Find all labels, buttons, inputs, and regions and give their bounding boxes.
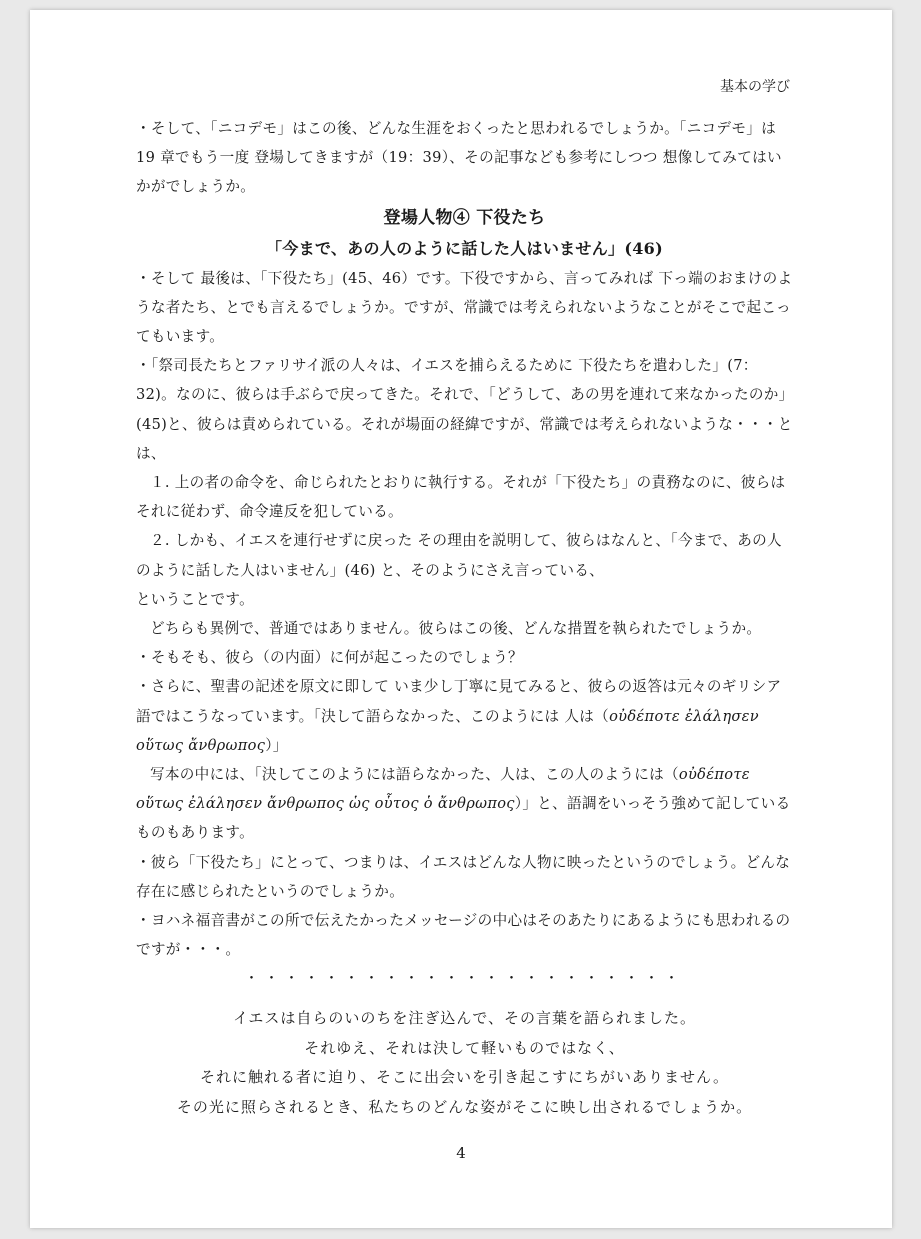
page-number: 4	[456, 1144, 466, 1162]
verse-line: その光に照らされるとき、私たちのどんな姿がそこに映し出されるでしょうか。	[176, 1097, 753, 1116]
paragraph-text: ）」と、語調をいっそう強めて記しているものもあります。	[136, 795, 791, 842]
greek-text: οὐδέποτε ἐλάλησεν οὕτως ἄνθρωπος	[136, 707, 759, 754]
verse-line: それに触れる者に迫り、そこに出会いを引き起こすにちがいありません。	[200, 1068, 729, 1086]
paragraph: ということです。	[136, 590, 254, 608]
paragraph-greek-quote	[136, 760, 793, 848]
paragraph-text: ）」	[265, 736, 288, 754]
paragraph-text: ・さらに、聖書の記述を原文に即して いま少し丁寧に見てみると、彼らの返答は元々のギリシア語ではこうなっています。「決して語らなかった、このようには 人は（	[136, 678, 782, 725]
paragraph-greek-quote	[136, 672, 793, 760]
document-page	[30, 10, 892, 1228]
verse-line: それゆえ、それは決して軽いものではなく、	[304, 1038, 625, 1057]
verse-line: イエスは自らのいのちを注ぎ込んで、その言葉を語られました。	[232, 1009, 697, 1027]
paragraph: どちらも異例で、普通ではありません。彼らはこの後、どんな措置を執られたでしょうか。	[150, 620, 762, 638]
paragraph: ・そもそも、彼ら（の内面）に何が起こったのでしょう？	[136, 649, 523, 667]
paragraph: ・そして 最後は、「下役たち」(45、46）です。下役ですから、言ってみれば 下っ端のおまけのような者たち、とでも言えるでしょうか。ですが、常識では考えられないようなことがそこで起こってもいます。	[136, 269, 793, 346]
paragraph: ・そして、「ニコデモ」はこの後、どんな生涯をおくったと思われるでしょうか。「ニコデモ」は 19 章でもう一度 登場してきますが（19：39）、その記事なども参考にしつつ 想像してみてはいかがでしょうか。	[136, 120, 782, 196]
paragraph: ・ヨハネ福音書がこの所で伝えたかったメッセージの中心はそのあたりにあるようにも思われるのですが・・・。	[136, 912, 791, 959]
page-body	[136, 114, 793, 994]
section-heading: 登場人物④ 下役たち	[383, 207, 546, 228]
paragraph: ・彼ら「下役たち」にとって、つまりは、イエスはどんな人物に映ったというのでしょう。どんな存在に感じられたというのでしょうか。	[136, 853, 791, 900]
numbered-item-1: １. 上の者の命令を、命じられたとおりに執行する。それが「下役たち」の責務なのに、彼らはそれに従わず、命令違反を犯している。	[136, 474, 786, 521]
closing-verse	[136, 1004, 793, 1122]
separator-dots: ・・・・・・・・・・・・・・・・・・・・・・	[244, 971, 685, 988]
paragraph: ・「祭司長たちとファリサイ派の人々は、イエスを捕らえるために 下役たちを遣わした」(7：32)。なのに、彼らは手ぶらで戻ってきた。それで、「どうして、あの男を連れて来なかったのか」(45)と、彼らは責められている。それが場面の経緯ですが、常識では考えられないような・・・とは、	[136, 357, 793, 462]
paragraph-text: 写本の中には、「決してこのようには語らなかった、人は、この人のようには（	[150, 766, 679, 784]
greek-text: οὐδέποτε οὕτως ἐλάλησεν ἄνθρωπος ὡς οὗτος ὁ ἄνθρωπος	[136, 766, 750, 813]
section-subheading: 「今まで、あの人のように話した人はいません」(46)	[266, 238, 663, 258]
running-header: 基本の学び	[720, 79, 790, 95]
numbered-item-2: ２. しかも、イエスを連行せずに戻った その理由を説明して、彼らはなんと、「今まで、あの人のように話した人はいません」(46) と、そのようにさえ言っている、	[136, 532, 782, 579]
